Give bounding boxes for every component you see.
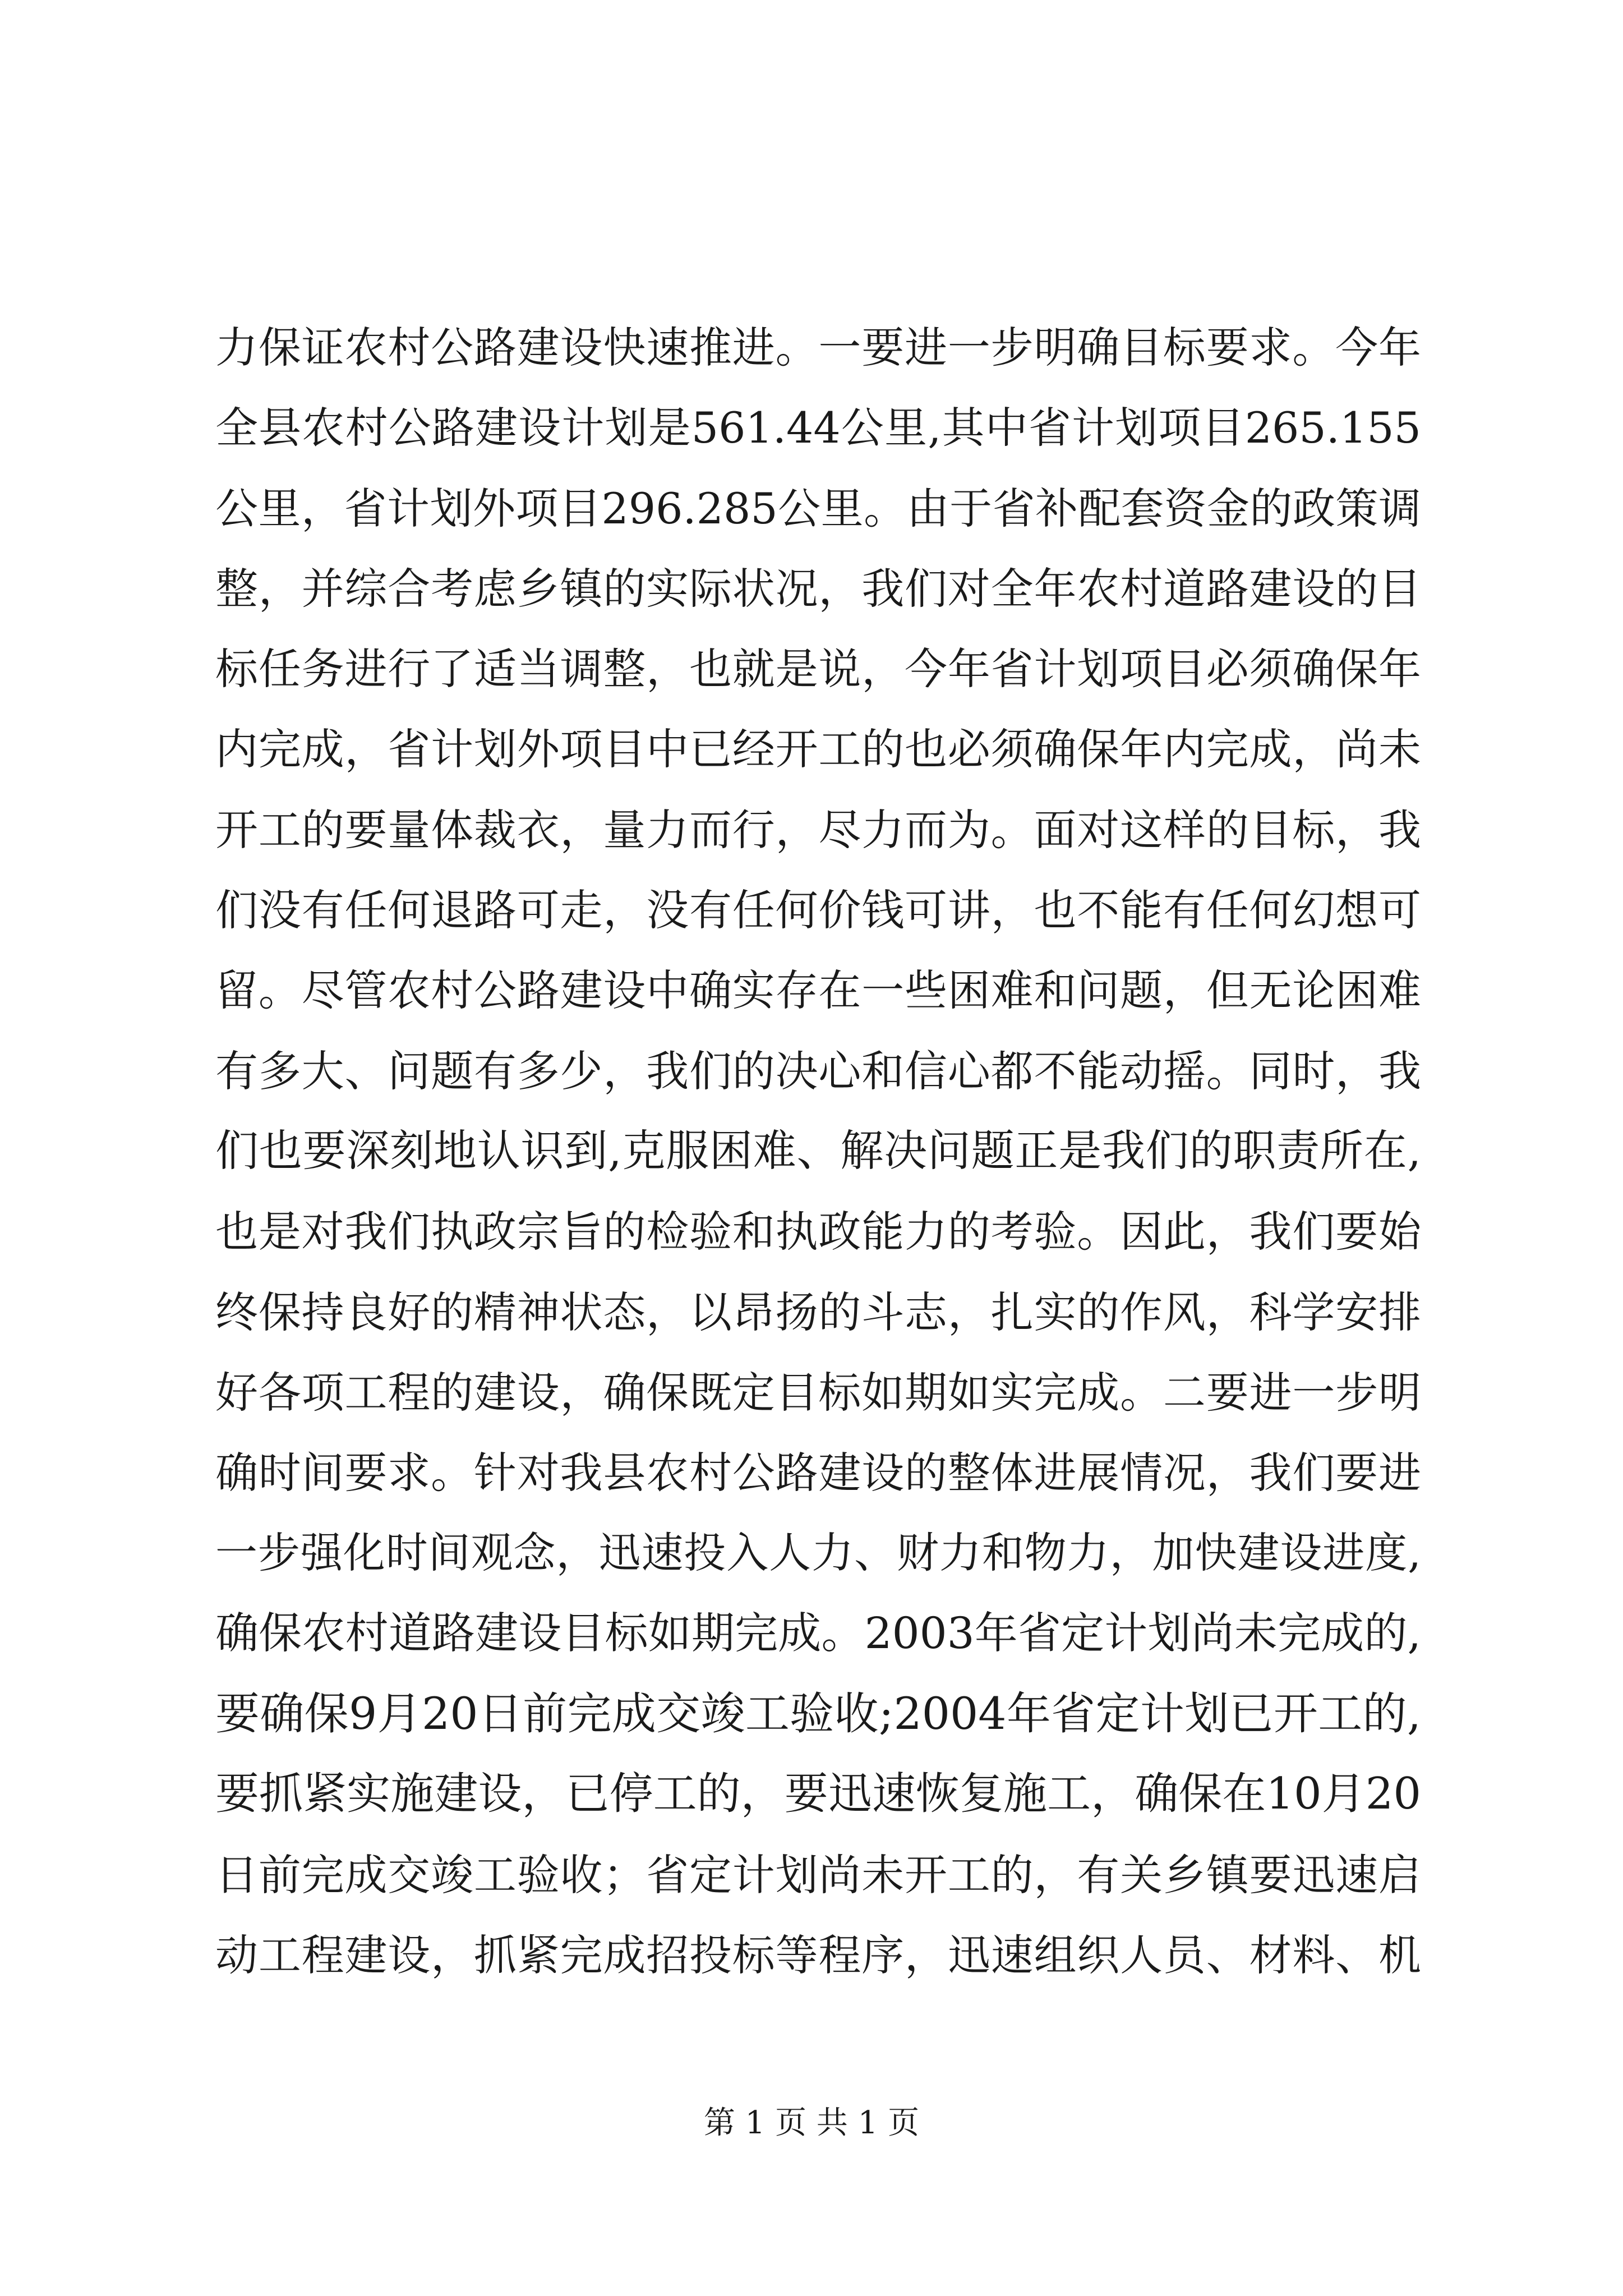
text-line: 开工的要量体裁衣，量力而行，尽力而为。面对这样的目标，我 <box>215 804 1421 855</box>
text-line: 内完成，省计划外项目中已经开工的也必须确保年内完成，尚未 <box>215 724 1421 775</box>
page-footer <box>0 2101 1623 2146</box>
text-line: 好各项工程的建设，确保既定目标如期如实完成。二要进一步明 <box>215 1367 1421 1418</box>
text-line: 一步强化时间观念，迅速投入人力、财力和物力，加快建设进度, <box>215 1528 1421 1578</box>
body-paragraph <box>215 307 1421 1995</box>
text-line: 日前完成交竣工验收；省定计划尚未开工的，有关乡镇要迅速启 <box>215 1849 1421 1900</box>
text-line: 终保持良好的精神状态，以昂扬的斗志，扎实的作风，科学安排 <box>215 1287 1421 1337</box>
text-line: 全县农村公路建设计划是561.44公里,其中省计划项目265.155 <box>215 403 1421 453</box>
text-line: 标任务进行了适当调整，也就是说，今年省计划项目必须确保年 <box>215 644 1421 694</box>
text-line: 力保证农村公路建设快速推进。一要进一步明确目标要求。今年 <box>215 323 1421 372</box>
text-line: 有多大、问题有多少，我们的决心和信心都不能动摇。同时，我 <box>215 1046 1421 1096</box>
text-line: 也是对我们执政宗旨的检验和执政能力的考验。因此，我们要始 <box>215 1207 1421 1257</box>
text-line: 动工程建设，抓紧完成招投标等程序，迅速组织人员、材料、机 <box>215 1930 1421 1980</box>
text-line: 要抓紧实施建设，已停工的，要迅速恢复施工，确保在10月20 <box>215 1769 1421 1820</box>
text-line: 确保农村道路建设目标如期完成。2003年省定计划尚未完成的, <box>215 1608 1421 1659</box>
text-line: 公里，省计划外项目296.285公里。由于省补配套资金的政策调 <box>215 483 1421 533</box>
text-line: 们也要深刻地认识到,克服困难、解决问题正是我们的职责所在, <box>215 1126 1421 1176</box>
text-line: 确时间要求。针对我县农村公路建设的整体进展情况，我们要进 <box>215 1448 1421 1498</box>
text-line: 整，并综合考虑乡镇的实际状况，我们对全年农村道路建设的目 <box>215 563 1421 614</box>
page-number: 第 1 页 共 1 页 <box>703 2105 920 2141</box>
text-line: 留。尽管农村公路建设中确实存在一些困难和问题，但无论困难 <box>215 965 1421 1016</box>
text-line: 要确保9月20日前完成交竣工验收;2004年省定计划已开工的, <box>215 1688 1421 1740</box>
text-line: 们没有任何退路可走，没有任何价钱可讲，也不能有任何幻想可 <box>215 885 1421 936</box>
